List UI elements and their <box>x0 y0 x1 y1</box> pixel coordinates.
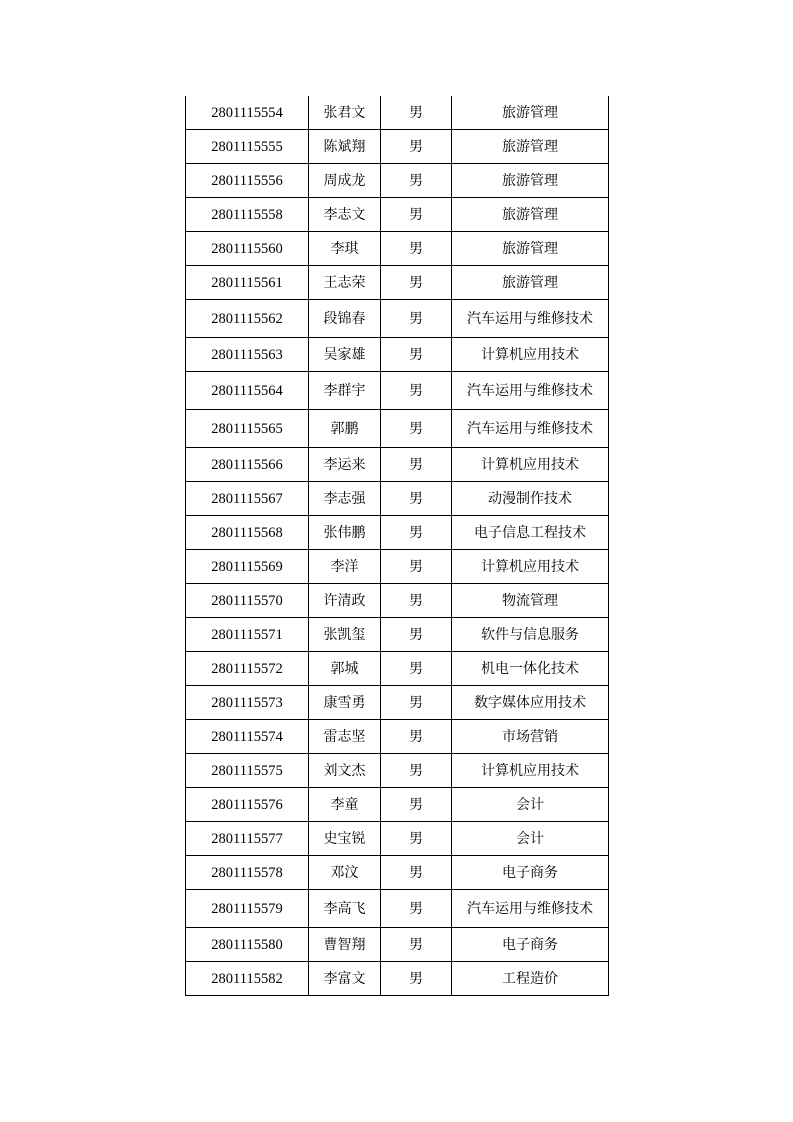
student-name-cell: 张伟鹏 <box>309 516 381 550</box>
table-row <box>186 550 609 584</box>
table-row <box>186 338 609 372</box>
major-cell: 市场营销 <box>452 720 609 754</box>
student-id-cell: 2801115576 <box>186 788 309 822</box>
student-name-cell: 雷志坚 <box>309 720 381 754</box>
major-cell: 电子商务 <box>452 928 609 962</box>
major-cell: 数字媒体应用技术 <box>452 686 609 720</box>
student-name-cell: 邓汶 <box>309 856 381 890</box>
student-id-cell: 2801115564 <box>186 372 309 410</box>
student-id-cell: 2801115554 <box>186 96 309 130</box>
gender-cell: 男 <box>381 652 452 686</box>
student-name-cell: 李洋 <box>309 550 381 584</box>
major-cell: 汽车运用与维修技术 <box>452 300 609 338</box>
student-name-cell: 郭城 <box>309 652 381 686</box>
table-row <box>186 652 609 686</box>
gender-cell: 男 <box>381 300 452 338</box>
student-id-cell: 2801115573 <box>186 686 309 720</box>
table-row <box>186 448 609 482</box>
gender-cell: 男 <box>381 130 452 164</box>
student-name-cell: 吴家雄 <box>309 338 381 372</box>
student-id-cell: 2801115577 <box>186 822 309 856</box>
student-id-cell: 2801115555 <box>186 130 309 164</box>
student-name-cell: 李志文 <box>309 198 381 232</box>
table-row <box>186 130 609 164</box>
major-cell: 会计 <box>452 822 609 856</box>
table-row <box>186 266 609 300</box>
gender-cell: 男 <box>381 890 452 928</box>
table-row <box>186 788 609 822</box>
table-row <box>186 856 609 890</box>
student-id-cell: 2801115560 <box>186 232 309 266</box>
student-id-cell: 2801115561 <box>186 266 309 300</box>
major-cell: 旅游管理 <box>452 96 609 130</box>
major-cell: 旅游管理 <box>452 130 609 164</box>
major-cell: 计算机应用技术 <box>452 338 609 372</box>
student-id-cell: 2801115562 <box>186 300 309 338</box>
student-id-cell: 2801115579 <box>186 890 309 928</box>
gender-cell: 男 <box>381 856 452 890</box>
student-name-cell: 王志荣 <box>309 266 381 300</box>
table-row <box>186 372 609 410</box>
major-cell: 汽车运用与维修技术 <box>452 890 609 928</box>
student-name-cell: 曹智翔 <box>309 928 381 962</box>
student-name-cell: 史宝锐 <box>309 822 381 856</box>
student-id-cell: 2801115582 <box>186 962 309 996</box>
major-cell: 机电一体化技术 <box>452 652 609 686</box>
major-cell: 汽车运用与维修技术 <box>452 410 609 448</box>
gender-cell: 男 <box>381 372 452 410</box>
gender-cell: 男 <box>381 338 452 372</box>
table-row <box>186 754 609 788</box>
student-name-cell: 陈斌翔 <box>309 130 381 164</box>
student-name-cell: 段锦春 <box>309 300 381 338</box>
student-id-cell: 2801115556 <box>186 164 309 198</box>
student-name-cell: 周成龙 <box>309 164 381 198</box>
student-id-cell: 2801115572 <box>186 652 309 686</box>
table-row <box>186 164 609 198</box>
gender-cell: 男 <box>381 822 452 856</box>
major-cell: 汽车运用与维修技术 <box>452 372 609 410</box>
table-row <box>186 232 609 266</box>
gender-cell: 男 <box>381 482 452 516</box>
student-name-cell: 李志强 <box>309 482 381 516</box>
student-name-cell: 刘文杰 <box>309 754 381 788</box>
table-row <box>186 482 609 516</box>
major-cell: 物流管理 <box>452 584 609 618</box>
table-row <box>186 618 609 652</box>
gender-cell: 男 <box>381 584 452 618</box>
student-name-cell: 李群宇 <box>309 372 381 410</box>
major-cell: 计算机应用技术 <box>452 754 609 788</box>
student-id-cell: 2801115574 <box>186 720 309 754</box>
table-row <box>186 890 609 928</box>
major-cell: 计算机应用技术 <box>452 550 609 584</box>
gender-cell: 男 <box>381 516 452 550</box>
student-id-cell: 2801115568 <box>186 516 309 550</box>
major-cell: 工程造价 <box>452 962 609 996</box>
table-row <box>186 686 609 720</box>
student-name-cell: 康雪勇 <box>309 686 381 720</box>
gender-cell: 男 <box>381 164 452 198</box>
gender-cell: 男 <box>381 928 452 962</box>
major-cell: 软件与信息服务 <box>452 618 609 652</box>
major-cell: 旅游管理 <box>452 266 609 300</box>
major-cell: 动漫制作技术 <box>452 482 609 516</box>
student-id-cell: 2801115565 <box>186 410 309 448</box>
table-row <box>186 720 609 754</box>
gender-cell: 男 <box>381 96 452 130</box>
major-cell: 会计 <box>452 788 609 822</box>
student-name-cell: 张凯玺 <box>309 618 381 652</box>
student-id-cell: 2801115566 <box>186 448 309 482</box>
student-id-cell: 2801115558 <box>186 198 309 232</box>
major-cell: 电子信息工程技术 <box>452 516 609 550</box>
student-name-cell: 许清政 <box>309 584 381 618</box>
table-row <box>186 96 609 130</box>
major-cell: 电子商务 <box>452 856 609 890</box>
table-row <box>186 410 609 448</box>
table-row <box>186 928 609 962</box>
roster-body <box>186 96 609 996</box>
gender-cell: 男 <box>381 410 452 448</box>
table-row <box>186 962 609 996</box>
student-name-cell: 郭鹏 <box>309 410 381 448</box>
student-id-cell: 2801115580 <box>186 928 309 962</box>
student-id-cell: 2801115571 <box>186 618 309 652</box>
student-id-cell: 2801115578 <box>186 856 309 890</box>
major-cell: 旅游管理 <box>452 164 609 198</box>
student-id-cell: 2801115567 <box>186 482 309 516</box>
gender-cell: 男 <box>381 198 452 232</box>
gender-cell: 男 <box>381 754 452 788</box>
student-id-cell: 2801115570 <box>186 584 309 618</box>
gender-cell: 男 <box>381 962 452 996</box>
student-name-cell: 李运来 <box>309 448 381 482</box>
table-row <box>186 822 609 856</box>
gender-cell: 男 <box>381 788 452 822</box>
gender-cell: 男 <box>381 448 452 482</box>
gender-cell: 男 <box>381 618 452 652</box>
major-cell: 计算机应用技术 <box>452 448 609 482</box>
student-name-cell: 张君文 <box>309 96 381 130</box>
student-name-cell: 李高飞 <box>309 890 381 928</box>
table-row <box>186 516 609 550</box>
gender-cell: 男 <box>381 686 452 720</box>
table-row <box>186 300 609 338</box>
gender-cell: 男 <box>381 550 452 584</box>
major-cell: 旅游管理 <box>452 198 609 232</box>
table-row <box>186 584 609 618</box>
table-row <box>186 198 609 232</box>
student-roster-table <box>185 96 609 996</box>
gender-cell: 男 <box>381 266 452 300</box>
student-id-cell: 2801115569 <box>186 550 309 584</box>
major-cell: 旅游管理 <box>452 232 609 266</box>
student-id-cell: 2801115575 <box>186 754 309 788</box>
gender-cell: 男 <box>381 232 452 266</box>
student-name-cell: 李童 <box>309 788 381 822</box>
gender-cell: 男 <box>381 720 452 754</box>
student-id-cell: 2801115563 <box>186 338 309 372</box>
student-name-cell: 李琪 <box>309 232 381 266</box>
student-name-cell: 李富文 <box>309 962 381 996</box>
